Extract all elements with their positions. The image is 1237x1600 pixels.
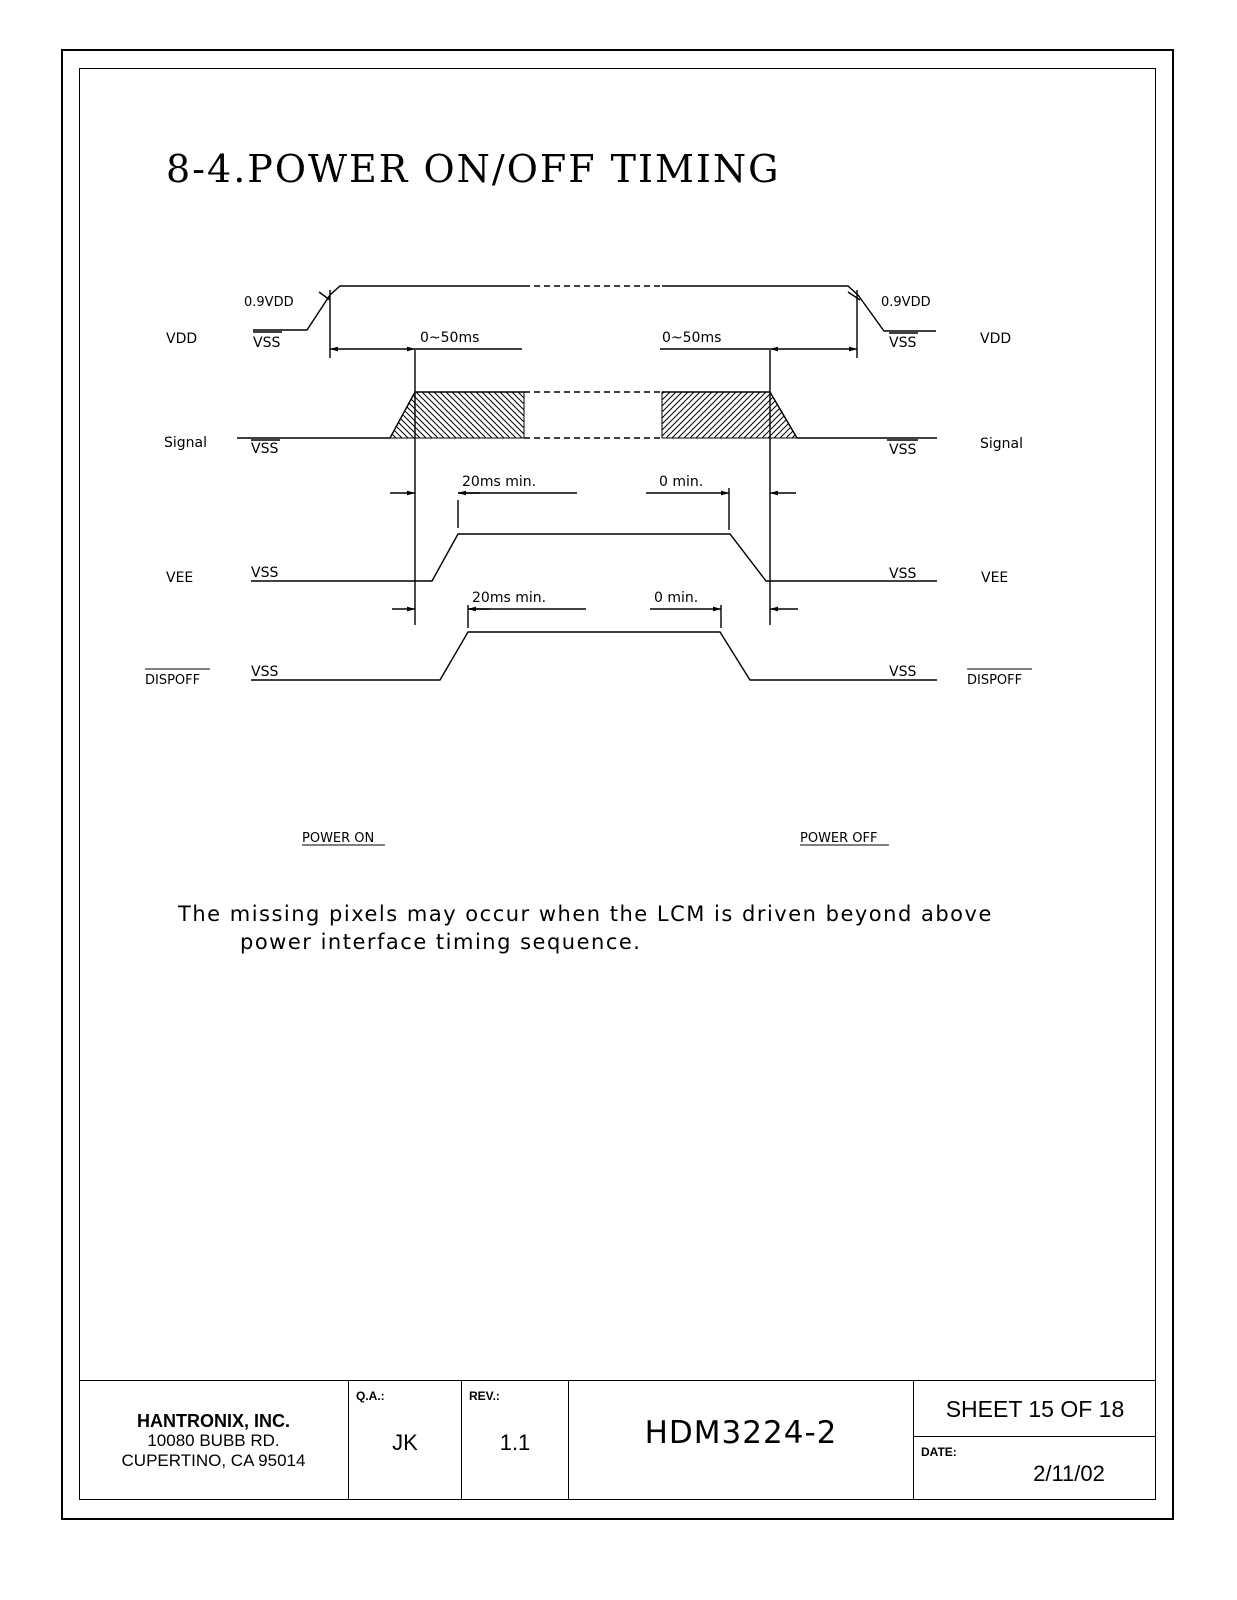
company-cell: [79, 1381, 349, 1500]
label-vee-left: VEE: [166, 570, 194, 586]
timing-dispoff-on: 20ms min.: [472, 590, 547, 606]
label-vss-dispoff-right: VSS: [889, 664, 917, 680]
page-title: 8-4.POWER ON/OFF TIMING: [166, 147, 781, 191]
signal-hatch-off: [662, 392, 797, 438]
rev-label: REV.:: [469, 1389, 500, 1403]
timing-dispoff-off: 0 min.: [654, 590, 699, 606]
note-line-1: The missing pixels may occur when the LCM is driven beyond above: [178, 902, 993, 926]
date-label: DATE:: [921, 1445, 957, 1459]
label-vss-vee-left: VSS: [251, 565, 279, 581]
company-address-2: CUPERTINO, CA 95014: [121, 1451, 306, 1470]
timing-vee-off: 0 min.: [659, 474, 704, 490]
sheet-number: SHEET 15 OF 18: [914, 1381, 1156, 1437]
qa-cell: [349, 1381, 462, 1500]
timing-vdd-signal: 0~50ms: [420, 330, 480, 346]
dispoff-waveform: [251, 632, 937, 680]
note-text: [178, 900, 993, 956]
label-vdd-right: VDD: [980, 331, 1012, 347]
label-vss-vdd-right: VSS: [889, 335, 917, 351]
label-vss-signal-left: VSS: [251, 441, 279, 457]
timing-signal-vdd: 0~50ms: [662, 330, 722, 346]
qa-value: JK: [392, 1430, 418, 1455]
document-cell: [569, 1381, 914, 1500]
section-power-off: POWER OFF: [800, 831, 878, 846]
vee-waveform: [251, 534, 937, 581]
vdd-waveform-on: [253, 286, 524, 330]
label-vee-right: VEE: [981, 570, 1009, 586]
section-power-on: POWER ON: [302, 831, 375, 846]
label-dispoff-right: DISPOFF: [967, 673, 1023, 688]
label-threshold-left: 0.9VDD: [244, 295, 294, 310]
label-signal-left: Signal: [164, 435, 208, 451]
timing-vee-on: 20ms min.: [462, 474, 537, 490]
signal-hatch-on: [390, 392, 524, 438]
date-value: 2/11/02: [1033, 1461, 1105, 1486]
label-vss-vee-right: VSS: [889, 566, 917, 582]
note-line-2: power interface timing sequence.: [240, 930, 642, 954]
document-number: HDM3224-2: [644, 1415, 838, 1451]
label-vss-dispoff-left: VSS: [251, 664, 279, 680]
label-vss-vdd-left: VSS: [253, 335, 281, 351]
label-vdd-left: VDD: [166, 331, 198, 347]
label-vss-signal-right: VSS: [889, 442, 917, 458]
label-threshold-right: 0.9VDD: [881, 295, 931, 310]
company-address-1: 10080 BUBB RD.: [147, 1431, 280, 1450]
company-name: HANTRONIX, INC.: [137, 1411, 290, 1431]
label-signal-right: Signal: [980, 436, 1024, 452]
rev-cell: [462, 1381, 569, 1500]
qa-label: Q.A.:: [356, 1389, 385, 1403]
rev-value: 1.1: [499, 1430, 531, 1455]
title-block: [79, 1380, 1156, 1500]
label-dispoff-left: DISPOFF: [145, 673, 201, 688]
